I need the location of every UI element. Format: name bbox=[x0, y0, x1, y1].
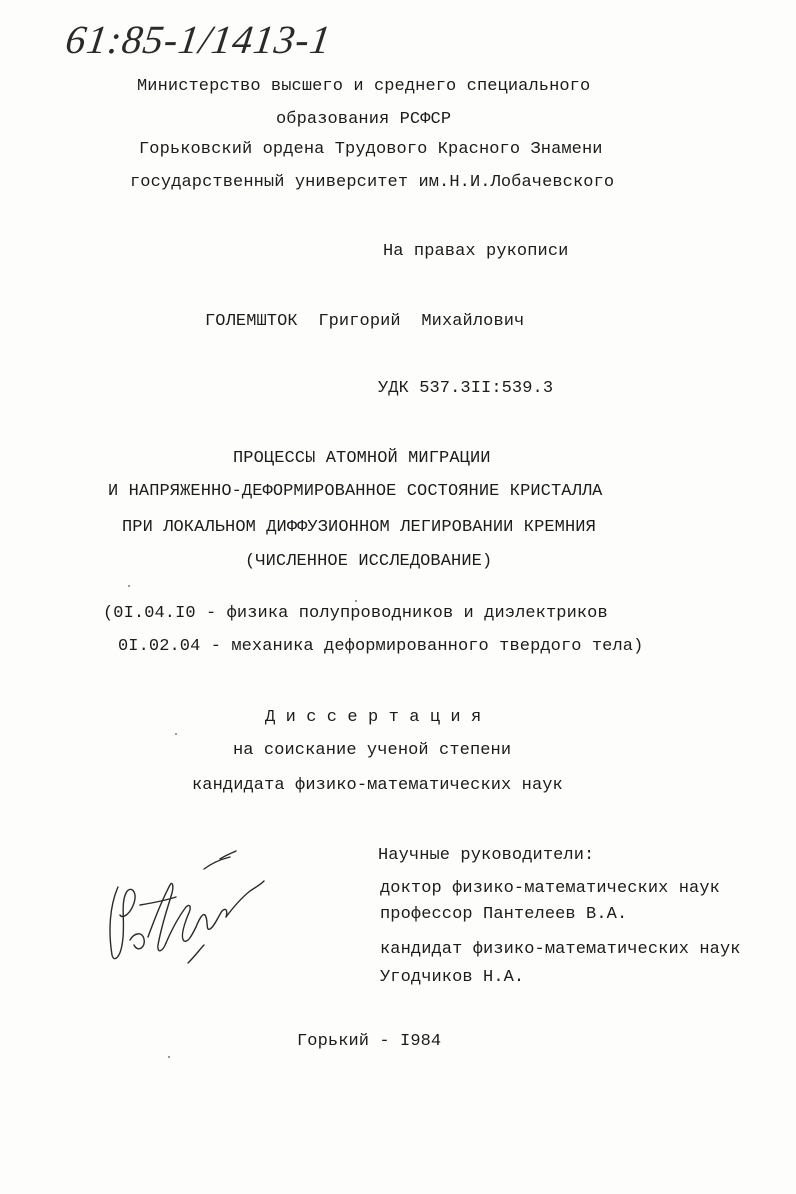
author-name: ГОЛЕМШТОК Григорий Михайлович bbox=[205, 312, 525, 331]
paper-speck bbox=[355, 600, 357, 602]
supervisor-2-degree: кандидат физико-математических наук bbox=[380, 940, 741, 959]
supervisor-2-name: Угодчиков Н.А. bbox=[380, 968, 525, 987]
udc-code: УДК 537.3II:539.3 bbox=[378, 379, 554, 398]
manuscript-rights-note: На правах рукописи bbox=[383, 242, 569, 261]
supervisor-1-name: профессор Пантелеев В.А. bbox=[380, 905, 628, 924]
paper-speck bbox=[175, 733, 177, 735]
title-line-3: ПРИ ЛОКАЛЬНОМ ДИФФУЗИОННОМ ЛЕГИРОВАНИИ КРЕМНИЯ bbox=[122, 518, 596, 537]
degree-line-seeking: на соискание ученой степени bbox=[233, 741, 512, 760]
paper-speck bbox=[168, 1056, 170, 1058]
header-line-university: государственный университет им.Н.И.Лобачевского bbox=[130, 173, 615, 192]
title-line-2: И НАПРЯЖЕННО-ДЕФОРМИРОВАННОЕ СОСТОЯНИЕ КРИСТАЛЛА bbox=[108, 482, 603, 501]
specialty-line-1: (0I.04.I0 - физика полупроводников и диэлектриков bbox=[103, 604, 608, 623]
dissertation-heading: Д и с с е р т а ц и я bbox=[265, 708, 482, 727]
handwritten-call-number: 61:85-1/1413-1 bbox=[62, 17, 335, 62]
supervisor-1-degree: доктор физико-математических наук bbox=[380, 879, 720, 898]
degree-line-candidate: кандидата физико-математических наук bbox=[192, 776, 563, 795]
place-and-year: Горький - I984 bbox=[297, 1032, 442, 1051]
paper-speck bbox=[128, 585, 130, 587]
header-line-gorky-order: Горьковский ордена Трудового Красного Знамени bbox=[139, 140, 603, 159]
signature-scribble bbox=[100, 845, 270, 970]
header-line-ministry: Министерство высшего и среднего специального bbox=[137, 77, 591, 96]
supervisors-heading: Научные руководители: bbox=[378, 846, 595, 865]
title-line-4: (ЧИСЛЕННОЕ ИССЛЕДОВАНИЕ) bbox=[245, 552, 493, 571]
specialty-line-2: 0I.02.04 - механика деформированного твердого тела) bbox=[118, 637, 644, 656]
header-line-education: образования РСФСР bbox=[276, 110, 452, 129]
title-line-1: ПРОЦЕССЫ АТОМНОЙ МИГРАЦИИ bbox=[233, 449, 491, 468]
